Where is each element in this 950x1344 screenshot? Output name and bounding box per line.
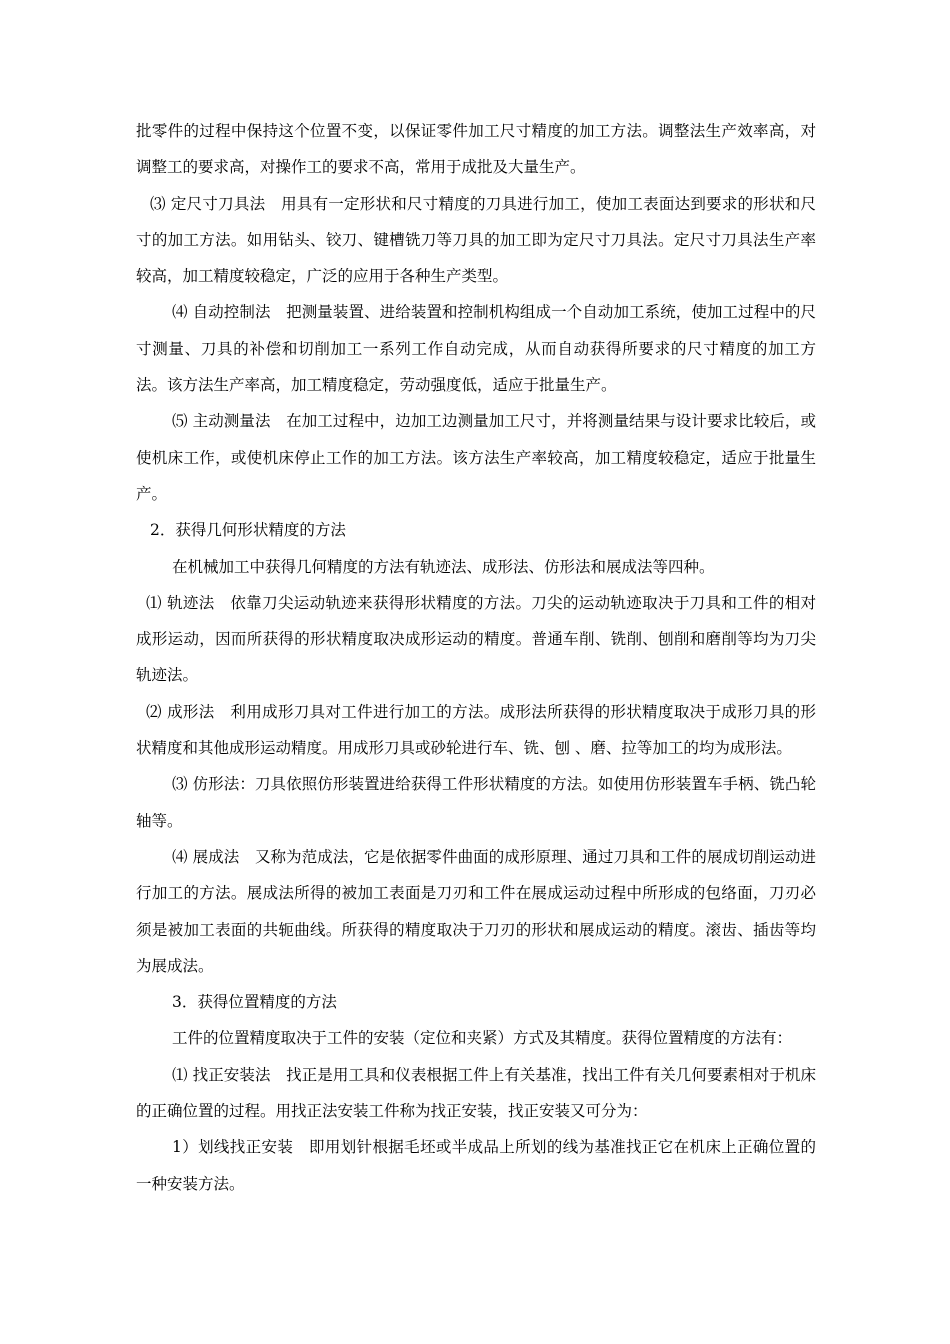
paragraph-trajectory-method: ⑴ 轨迹法 依靠刀尖运动轨迹来获得形状精度的方法。刀尖的运动轨迹取决于刀具和工件的相对成形运动，因而所获得的形状精度取决成形运动的精度。普通车削、铣削、刨削和磨削等均为刀尖轨迹法。 (136, 593, 816, 685)
section-heading-shape-accuracy: 2．获得几何形状精度的方法 (150, 521, 346, 540)
paragraph-active-measurement-method: ⑸ 主动测量法 在加工过程中，边加工边测量加工尺寸，并将测量结果与设计要求比较后，或使机床工作，或使机床停止工作的加工方法。该方法生产率较高，加工精度较稳定，适应于批量生产。 (136, 412, 816, 503)
paragraph-automatic-control-method: ⑷ 自动控制法 把测量装置、进给装置和控制机构组成一个自动加工系统，使加工过程中的尺寸测量、刀具的补偿和切削加工一系列工作自动完成，从而自动获得所要求的尺寸精度的加工方法。该方法生产率高，加工精度稳定，劳动强度低，适应于批量生产。 (136, 303, 816, 395)
paragraph-profiling-method: ⑶ 仿形法：刀具依照仿形装置进给获得工件形状精度的方法。如使用仿形装置车手柄、铣凸轮轴等。 (136, 775, 816, 830)
paragraph-generating-method: ⑷ 展成法 又称为范成法，它是依据零件曲面的成形原理、通过刀具和工件的展成切削运动进行加工的方法。展成法所得的被加工表面是刀刃和工件在展成运动过程中所形成的包络面，刀刃必须是被加工表面的共轭曲线。所获得的精度取决于刀刃的形状和展成运动的精度。滚齿、插齿等均为展成法。 (136, 847, 816, 975)
paragraph-shape-accuracy-intro: 在机械加工中获得几何精度的方法有轨迹法、成形法、仿形法和展成法等四种。 (172, 557, 715, 576)
paragraph-scribing-alignment: 1）划线找正安装 即用划针根据毛坯或半成品上所划的线为基准找正它在机床上正确位置的一种安装方法。 (136, 1138, 816, 1193)
section-heading-position-accuracy: 3．获得位置精度的方法 (172, 993, 337, 1012)
paragraph-alignment-installation: ⑴ 找正安装法 找正是用工具和仪表根据工件上有关基准，找出工件有关几何要素相对于机床的正确位置的过程。用找正法安装工件称为找正安装，找正安装又可分为： (136, 1065, 816, 1121)
paragraph-position-accuracy-intro: 工件的位置精度取决于工件的安装（定位和夹紧）方式及其精度。获得位置精度的方法有： (172, 1029, 793, 1048)
paragraph-adjustment-method-end: 批零件的过程中保持这个位置不变，以保证零件加工尺寸精度的加工方法。调整法生产效率高，对调整工的要求高，对操作工的要求不高，常用于成批及大量生产。 (136, 122, 816, 177)
paragraph-fixed-size-tool-method: ⑶ 定尺寸刀具法 用具有一定形状和尺寸精度的刀具进行加工，使加工表面达到要求的形状和尺寸的加工方法。如用钻头、铰刀、键槽铣刀等刀具的加工即为定尺寸刀具法。定尺寸刀具法生产率较高，加工精度较稳定，广泛的应用于各种生产类型。 (136, 194, 816, 286)
paragraph-forming-method: ⑵ 成形法 利用成形刀具对工件进行加工的方法。成形法所获得的形状精度取决于成形刀具的形状精度和其他成形运动精度。用成形刀具或砂轮进行车、铣、刨 、磨、拉等加工的均为成形法。 (136, 702, 816, 758)
document-body (136, 113, 816, 1202)
